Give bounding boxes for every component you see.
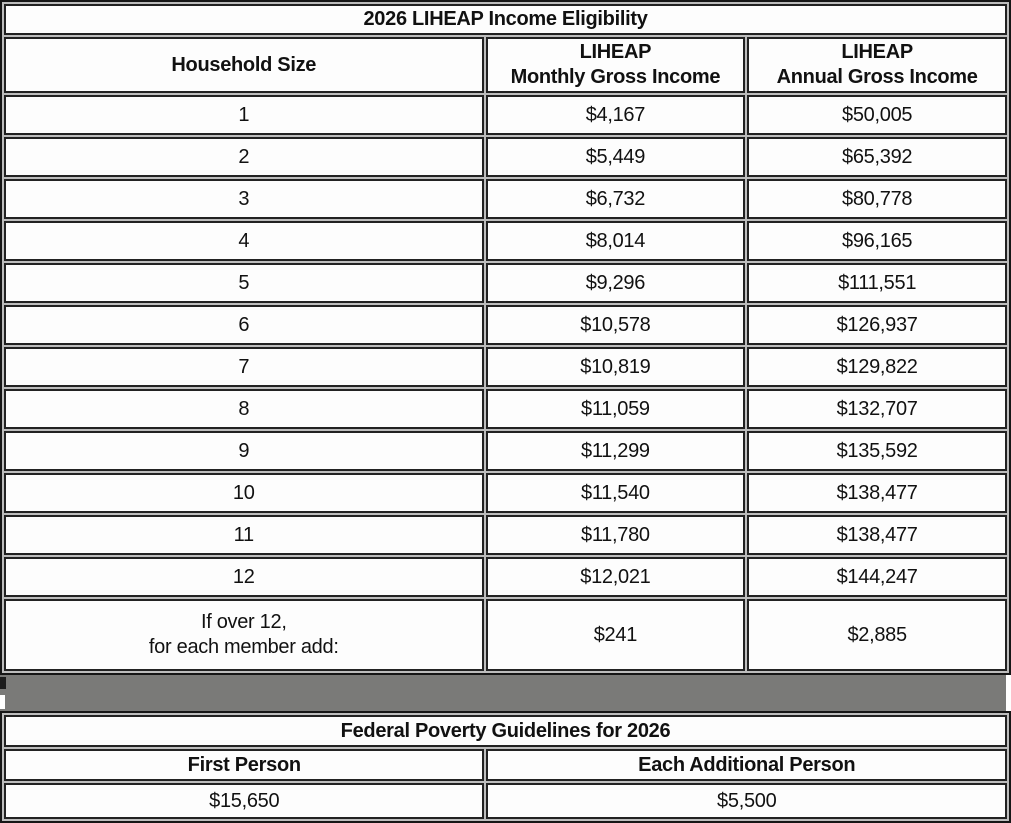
first-person-value-cell: $15,650 bbox=[4, 783, 484, 819]
table-row bbox=[4, 305, 1007, 345]
annual-income-cell: $65,392 bbox=[747, 137, 1007, 177]
monthly-income-cell: $6,732 bbox=[486, 179, 746, 219]
monthly-income-cell: $10,578 bbox=[486, 305, 746, 345]
annual-income-cell: $135,592 bbox=[747, 431, 1007, 471]
monthly-income-cell: $4,167 bbox=[486, 95, 746, 135]
table-row bbox=[4, 557, 1007, 597]
over-12-addition-row bbox=[4, 599, 1007, 671]
table-title-row bbox=[4, 715, 1007, 747]
monthly-income-cell: $10,819 bbox=[486, 347, 746, 387]
table-header-row bbox=[4, 749, 1007, 781]
monthly-income-cell: $5,449 bbox=[486, 137, 746, 177]
table-row bbox=[4, 783, 1007, 819]
table-row bbox=[4, 179, 1007, 219]
household-size-cell: 8 bbox=[4, 389, 484, 429]
annual-income-cell: $144,247 bbox=[747, 557, 1007, 597]
first-person-column-header: First Person bbox=[4, 749, 484, 781]
additional-person-value-cell: $5,500 bbox=[486, 783, 1007, 819]
annual-income-cell: $126,937 bbox=[747, 305, 1007, 345]
household-size-cell: 10 bbox=[4, 473, 484, 513]
household-size-cell: 11 bbox=[4, 515, 484, 555]
household-size-cell: 3 bbox=[4, 179, 484, 219]
table-row bbox=[4, 389, 1007, 429]
monthly-header-line2: Monthly Gross Income bbox=[510, 66, 721, 88]
table-title-row bbox=[4, 4, 1007, 35]
household-size-cell: 7 bbox=[4, 347, 484, 387]
annual-income-column-header bbox=[747, 37, 1007, 93]
household-size-cell: 6 bbox=[4, 305, 484, 345]
household-size-cell: 5 bbox=[4, 263, 484, 303]
household-size-column-header: Household Size bbox=[4, 37, 484, 93]
scan-artifact-light bbox=[0, 695, 5, 709]
table-row bbox=[4, 137, 1007, 177]
annual-income-cell: $96,165 bbox=[747, 221, 1007, 261]
annual-income-cell: $2,885 bbox=[747, 599, 1007, 671]
monthly-income-cell: $8,014 bbox=[486, 221, 746, 261]
table-row bbox=[4, 347, 1007, 387]
poverty-table-title: Federal Poverty Guidelines for 2026 bbox=[4, 715, 1007, 747]
table-row bbox=[4, 221, 1007, 261]
table-row bbox=[4, 431, 1007, 471]
annual-income-cell: $138,477 bbox=[747, 473, 1007, 513]
household-size-cell: 12 bbox=[4, 557, 484, 597]
liheap-table-title: 2026 LIHEAP Income Eligibility bbox=[4, 4, 1007, 35]
table-row bbox=[4, 263, 1007, 303]
annual-header-line2: Annual Gross Income bbox=[776, 66, 978, 88]
annual-income-cell: $129,822 bbox=[747, 347, 1007, 387]
monthly-income-cell: $11,780 bbox=[486, 515, 746, 555]
federal-poverty-guidelines-table bbox=[0, 711, 1011, 823]
annual-income-cell: $132,707 bbox=[747, 389, 1007, 429]
household-size-cell: 2 bbox=[4, 137, 484, 177]
monthly-income-cell: $11,299 bbox=[486, 431, 746, 471]
over-12-label-line2: for each member add: bbox=[148, 636, 339, 658]
scan-artifact-dark bbox=[0, 677, 6, 689]
household-size-cell: 1 bbox=[4, 95, 484, 135]
annual-income-cell: $111,551 bbox=[747, 263, 1007, 303]
monthly-income-cell: $241 bbox=[486, 599, 746, 671]
monthly-income-column-header bbox=[486, 37, 746, 93]
monthly-income-cell: $11,059 bbox=[486, 389, 746, 429]
table-row bbox=[4, 515, 1007, 555]
additional-person-column-header: Each Additional Person bbox=[486, 749, 1007, 781]
table-row bbox=[4, 473, 1007, 513]
table-row bbox=[4, 95, 1007, 135]
monthly-income-cell: $9,296 bbox=[486, 263, 746, 303]
monthly-income-cell: $12,021 bbox=[486, 557, 746, 597]
household-size-cell: 9 bbox=[4, 431, 484, 471]
household-size-cell: 4 bbox=[4, 221, 484, 261]
gray-separator-band bbox=[0, 675, 1006, 711]
monthly-header-line1: LIHEAP bbox=[579, 41, 652, 63]
annual-income-cell: $80,778 bbox=[747, 179, 1007, 219]
annual-income-cell: $50,005 bbox=[747, 95, 1007, 135]
annual-header-line1: LIHEAP bbox=[841, 41, 913, 63]
over-12-label-cell bbox=[4, 599, 484, 671]
table-header-row bbox=[4, 37, 1007, 93]
monthly-income-cell: $11,540 bbox=[486, 473, 746, 513]
over-12-label-line1: If over 12, bbox=[200, 611, 287, 633]
annual-income-cell: $138,477 bbox=[747, 515, 1007, 555]
